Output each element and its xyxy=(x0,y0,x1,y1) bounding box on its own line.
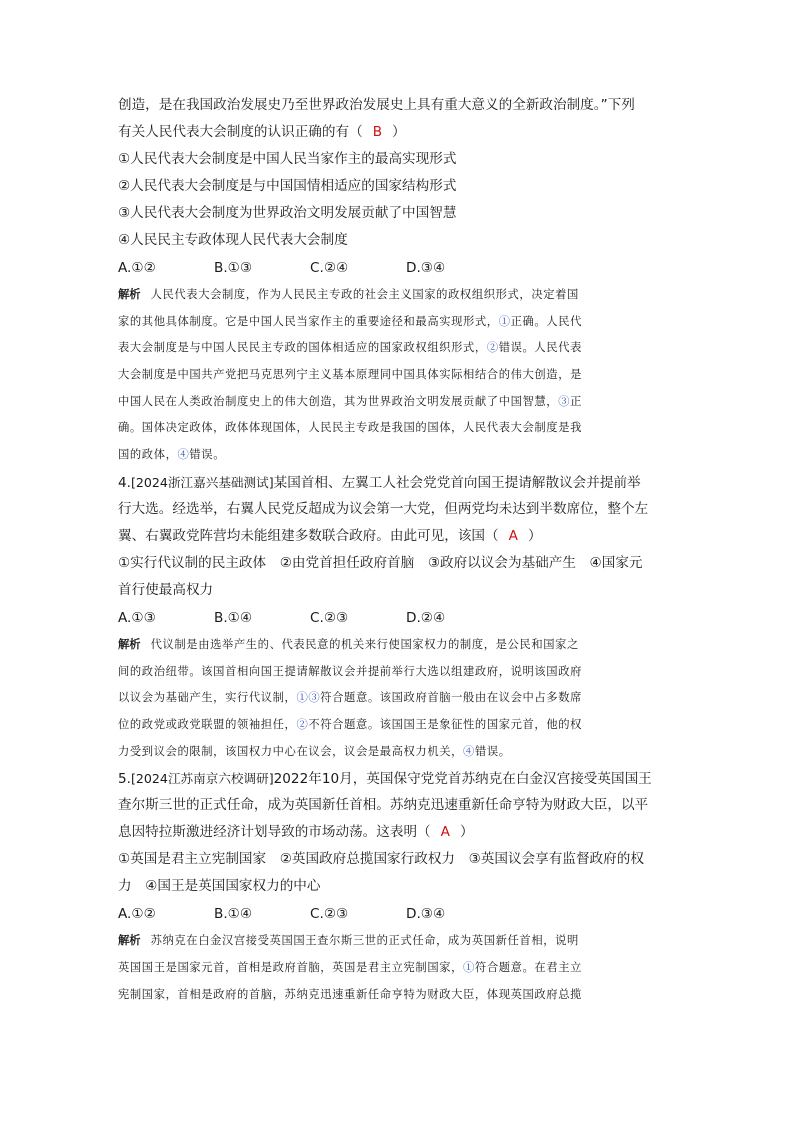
statement: ①英国是君主立宪制国家 ②英国政府总揽国家行政权力 ③英国议会享有监督政府的权 xyxy=(118,851,644,868)
answer-mark: A xyxy=(440,824,450,841)
question-number: 5. xyxy=(118,771,131,788)
statement: ①实行代议制的民主政体 ②由党首担任政府首脑 ③政府以议会为基础产生 ④国家元 xyxy=(118,554,643,571)
statement-ref: ① xyxy=(498,314,511,328)
option: B.①③ xyxy=(214,260,253,276)
question-4-stem-line-2: 行大选。经选举，右翼人民党反超成为议会第一大党，但两党均未达到半数席位，整个左 xyxy=(118,500,649,517)
answer-mark: B xyxy=(372,124,383,140)
options-row xyxy=(118,604,678,632)
statement-ref: ③ xyxy=(558,394,571,408)
question-number: 4. xyxy=(118,474,131,491)
explanation-line: 家的其他具体制度。它是中国人民当家作主的重要途径和最高实现形式，①正确。人民代 xyxy=(118,314,582,328)
question-3-stem-line-2: 有关人民代表大会制度的认识正确的有（ B ） xyxy=(118,124,406,140)
statement: 力 ④国王是英国国家权力的中心 xyxy=(118,878,321,895)
option: D.②④ xyxy=(406,609,446,626)
option: A.①③ xyxy=(118,609,156,626)
explanation-label: 解析 xyxy=(118,288,141,301)
option: D.③④ xyxy=(406,260,446,276)
answer-mark: A xyxy=(508,527,518,544)
option: B.①④ xyxy=(214,609,253,626)
explanation-line: 表大会制度是与中国人民民主专政的国体相适应的国家政权组织形式，②错误。人民代表 xyxy=(118,341,582,355)
statement-ref: ①③ xyxy=(296,691,321,705)
statement: 首行使最高权力 xyxy=(118,581,214,598)
explanation-line: 力受到议会的限制，该国权力中心在议会，议会是最高权力机关，④错误。 xyxy=(118,744,511,758)
explanation-line: 解析 人民代表大会制度，作为人民民主专政的社会主义国家的政权组织形式，决定着国 xyxy=(118,288,579,301)
explanation-line: 以议会为基础产生，实行代议制，①③符合题意。该国政府首脑一般由在议会中占多数席 xyxy=(118,691,582,705)
question-5-stem-line-2: 查尔斯三世的正式任命，成为英国新任首相。苏纳克迅速重新任命亨特为财政大臣，以平 xyxy=(118,797,649,814)
explanation-line: 大会制度是中国共产党把马克思列宁主义基本原理同中国具体实际相结合的伟大创造，是 xyxy=(118,368,582,382)
statement-ref: ④ xyxy=(177,448,190,462)
option: B.①④ xyxy=(214,906,253,923)
option: D.③④ xyxy=(406,906,446,923)
explanation-line: 中国人民在人类政治制度史上的伟大创造，其为世界政治文明发展贡献了中国智慧，③正 xyxy=(118,394,583,408)
explanation-label: 解析 xyxy=(118,637,141,651)
option: C.②③ xyxy=(310,609,349,626)
statement-ref: ① xyxy=(463,960,475,974)
option: A.①② xyxy=(118,906,156,923)
statement: ④人民民主专政体现人民代表大会制度 xyxy=(118,232,348,248)
explanation-line: 宪制国家，首相是政府的首脑，苏纳克迅速重新任命亨特为财政大臣，体现英国政府总揽 xyxy=(118,987,582,1001)
explanation-line: 位的政党或政党联盟的领袖担任，②不符合题意。该国国王是象征性的国家元首，他的权 xyxy=(118,717,583,731)
source-tag: [2024江苏南京六校调研] xyxy=(130,771,274,787)
document-page xyxy=(118,92,678,1008)
option: C.②④ xyxy=(310,260,349,276)
options-row xyxy=(118,900,678,928)
explanation-line: 英国国王是国家元首，首相是政府首脑，英国是君主立宪制国家，①符合题意。在君主立 xyxy=(118,960,582,974)
options-row xyxy=(118,254,678,282)
statement: ③人民代表大会制度为世界政治文明发展贡献了中国智慧 xyxy=(118,205,457,221)
statement-ref: ④ xyxy=(463,744,475,758)
explanation-label: 解析 xyxy=(118,934,141,948)
explanation-line: 解析 代议制是由选举产生的、代表民意的机关来行使国家权力的制度，是公民和国家之 xyxy=(118,637,579,651)
explanation-line: 解析 苏纳克在白金汉宫接受英国国王查尔斯三世的正式任命，成为英国新任首相，说明 xyxy=(118,934,579,948)
question-4-stem-line-1: 4.[2024浙江嘉兴基础测试]某国首相、左翼工人社会党党首向国王提请解散议会并提前举 xyxy=(118,474,641,491)
question-5-stem-line-1: 5.[2024江苏南京六校调研]2022年10月，英国保守党党首苏纳克在白金汉宫接受英国国王 xyxy=(118,771,652,788)
explanation-line: 间的政治纽带。该国首相向国王提请解散议会并提前举行大选以组建政府，说明该国政府 xyxy=(118,664,582,678)
statement-ref: ② xyxy=(486,341,499,355)
statement: ②人民代表大会制度是与中国国情相适应的国家结构形式 xyxy=(118,178,457,194)
question-5-stem-line-3: 息因特拉斯激进经济计划导致的市场动荡。这表明（ A ） xyxy=(118,824,474,841)
statement: ①人民代表大会制度是中国人民当家作主的最高实现形式 xyxy=(118,151,457,167)
statement-ref: ② xyxy=(296,717,309,731)
option: A.①② xyxy=(118,260,156,276)
explanation-line: 国的政体，④错误。 xyxy=(118,448,226,462)
option: C.②③ xyxy=(310,906,349,923)
explanation-line: 确。国体决定政体，政体体现国体，人民民主专政是我国的国体，人民代表大会制度是我 xyxy=(118,421,582,435)
question-3-stem-line-1: 创造，是在我国政治发展史乃至世界政治发展史上具有重大意义的全新政治制度。”下列 xyxy=(118,97,635,113)
source-tag: [2024浙江嘉兴基础测试] xyxy=(130,474,274,490)
question-4-stem-line-3: 翼、右翼政党阵营均未能组建多数联合政府。由此可见，该国（ A ） xyxy=(118,527,542,544)
